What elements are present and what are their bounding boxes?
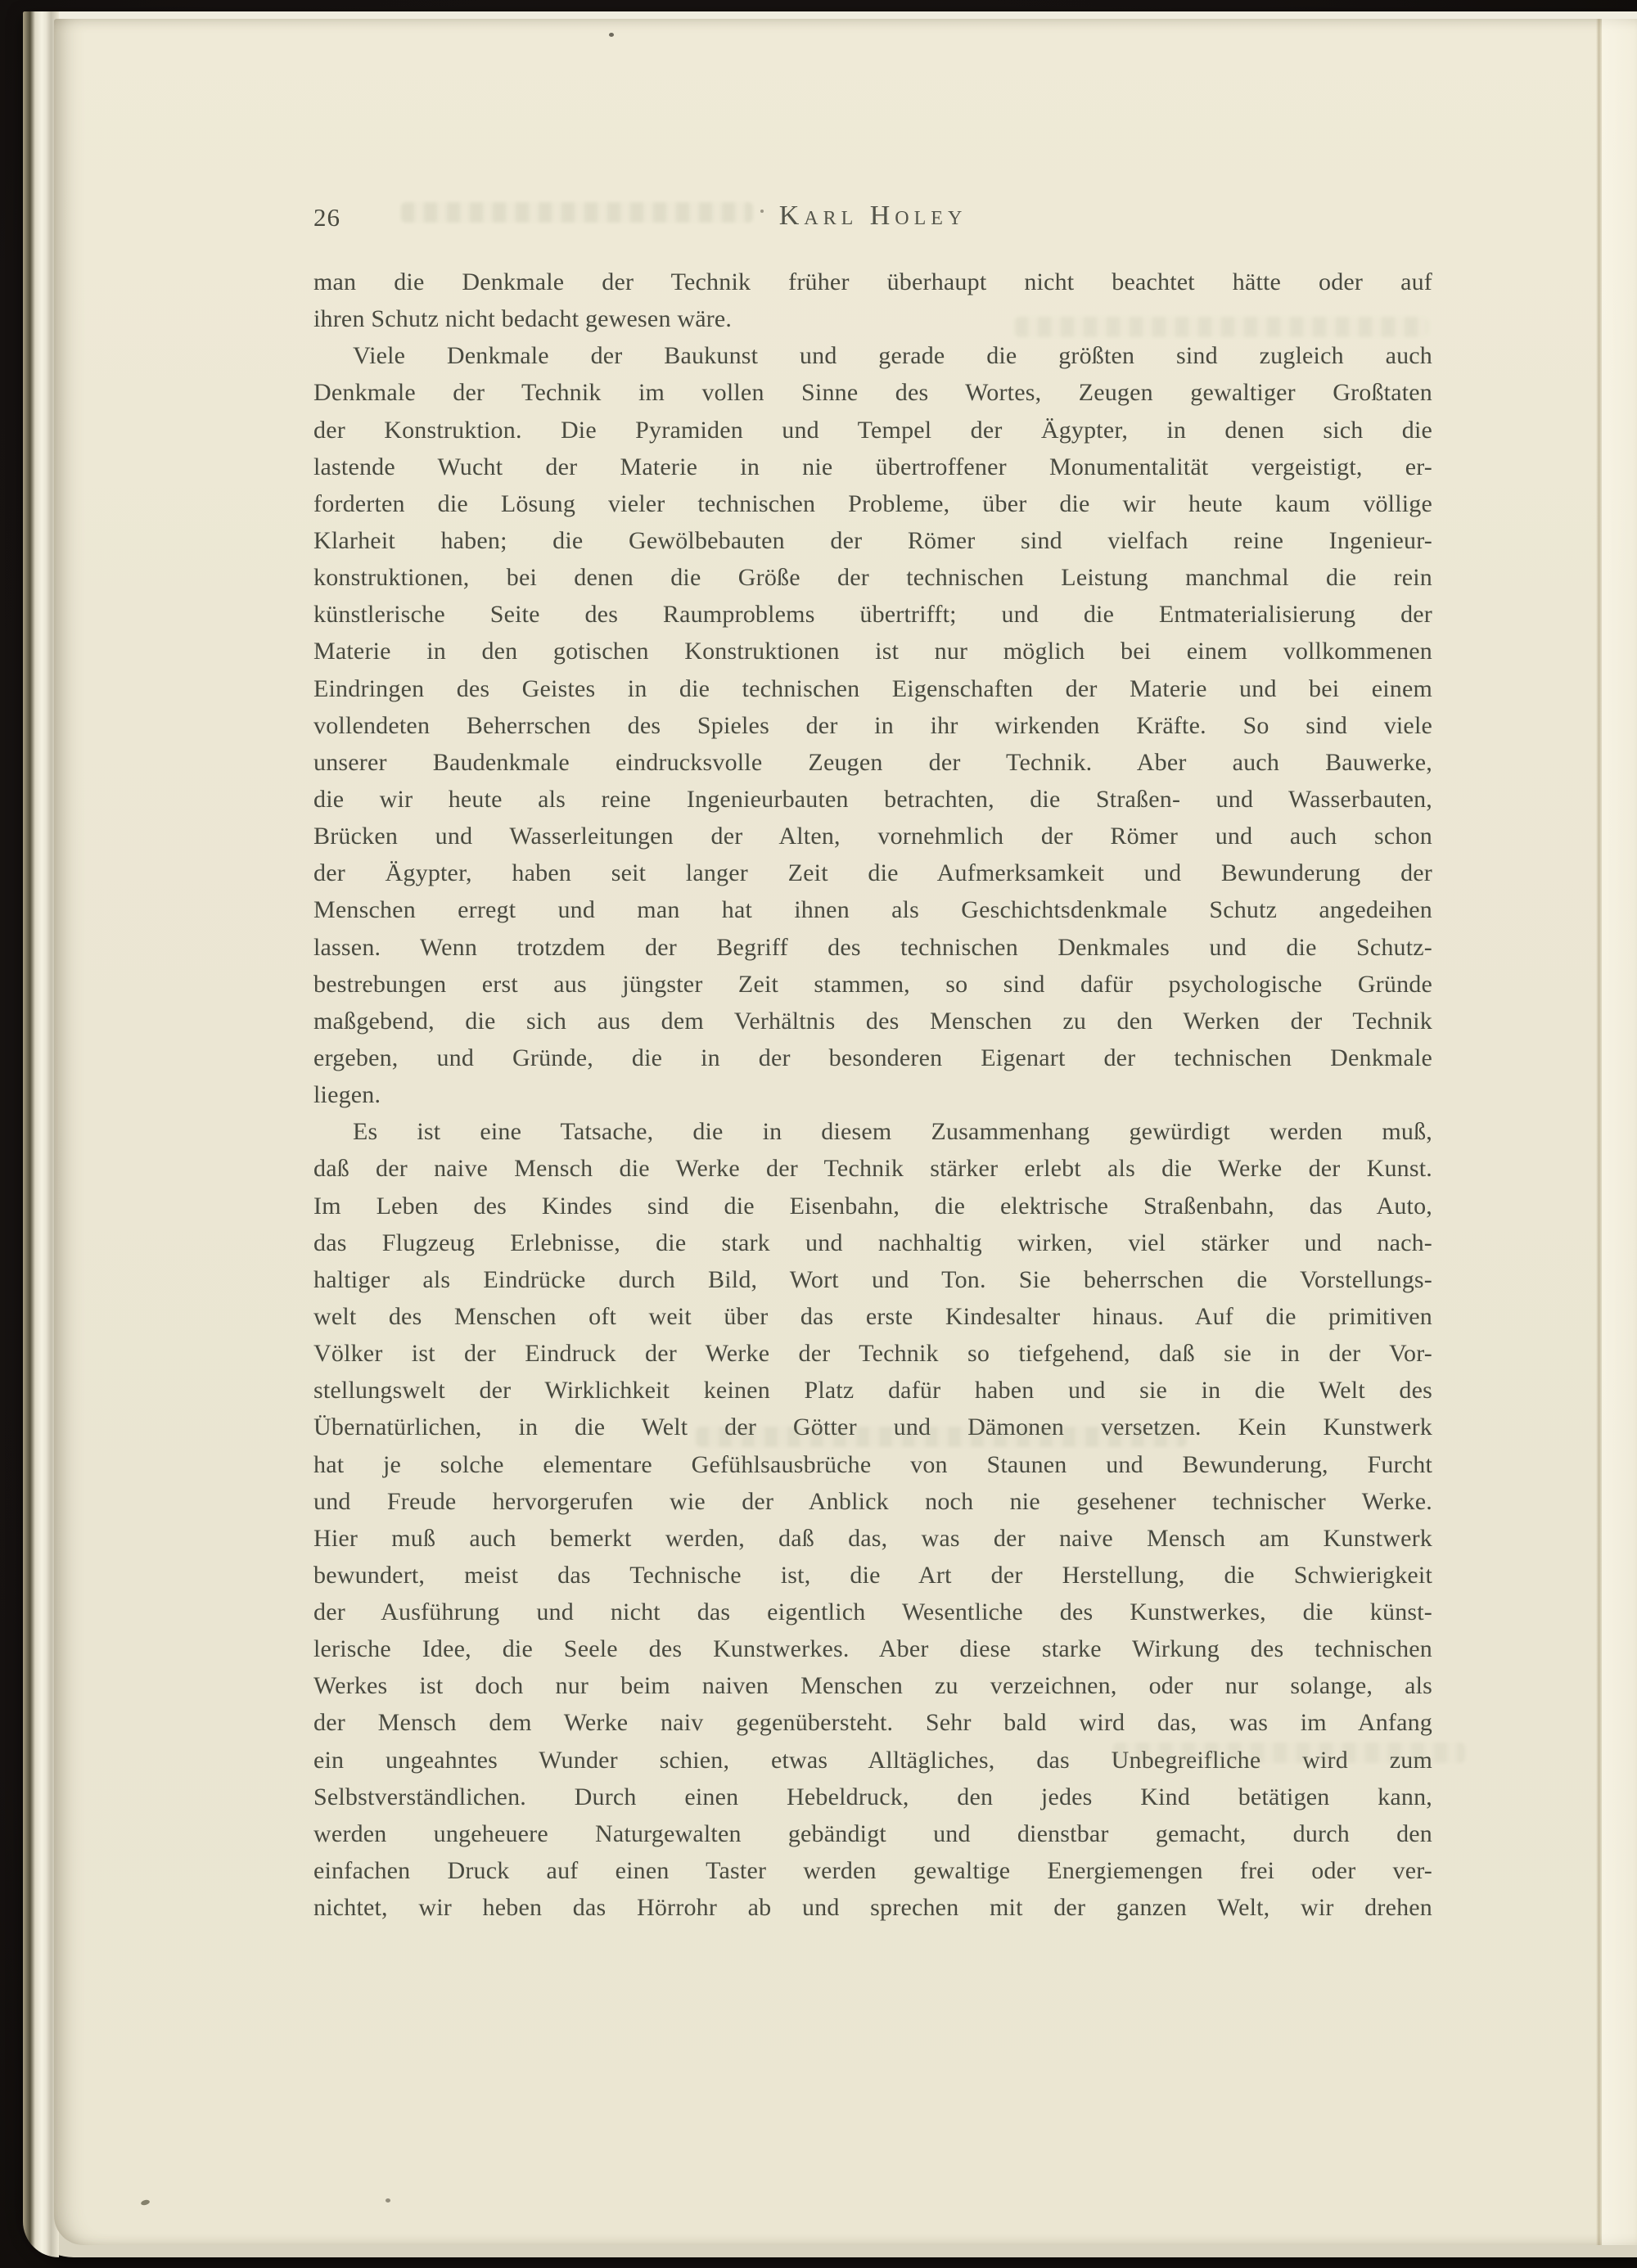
text-line: unserer Baudenkmale eindrucksvolle Zeugen der Technik. Aber auch Bauwerke, (313, 748, 1432, 776)
text-line: Hier muß auch bemerkt werden, daß das, was der naive Mensch am Kunstwerk (313, 1524, 1432, 1552)
text-line: der Konstruktion. Die Pyramiden und Tempel der Ägypter, in denen sich die (313, 416, 1432, 444)
text-line: konstruktionen, bei denen die Größe der technischen Leistung manchmal die rein (313, 564, 1432, 592)
text-line: forderten die Lösung vieler technischen Probleme, über die wir heute kaum völlige (313, 489, 1432, 517)
text-line: vollendeten Beherrschen des Spieles der in ihr wirkenden Kräfte. So sind viele (313, 711, 1432, 739)
text-line: bestrebungen erst aus jüngster Zeit stammen, so sind dafür psychologische Gründe (313, 970, 1432, 998)
text-line: das Flugzeug Erlebnisse, die stark und nachhaltig wirken, viel stärker und nach- (313, 1229, 1432, 1256)
text-line: die wir heute als reine Ingenieurbauten betrachten, die Straßen- und Wasserbauten, (313, 785, 1432, 813)
text-line: Klarheit haben; die Gewölbebauten der Römer sind vielfach reine Ingenieur- (313, 526, 1432, 554)
page-fold-crease (1596, 19, 1602, 2245)
paper-speck (760, 210, 764, 213)
book-page-stack (23, 11, 1637, 2257)
text-line: bewundert, meist das Technische ist, die Art der Herstellung, die Schwierigkeit (313, 1561, 1432, 1589)
text-line: Es ist eine Tatsache, die in diesem Zusammenhang gewürdigt werden muß, (353, 1118, 1432, 1146)
show-through-artifact (1015, 317, 1428, 337)
text-line: ihren Schutz nicht bedacht gewesen wäre. (313, 305, 733, 333)
text-line: Materie in den gotischen Konstruktionen ist nur möglich bei einem vollkommenen (313, 638, 1432, 665)
text-line: der Ägypter, haben seit langer Zeit die Aufmerksamkeit und Bewunderung der (313, 859, 1432, 887)
text-line: maßgebend, die sich aus dem Verhältnis des Menschen zu den Werken der Technik (313, 1007, 1432, 1035)
page-fold-lighter-strip (1602, 19, 1637, 2245)
text-line: liegen. (313, 1081, 381, 1109)
text-line: Eindringen des Geistes in die technischen Eigenschaften der Materie und bei einem (313, 674, 1432, 702)
show-through-artifact (401, 202, 753, 223)
text-line: lassen. Wenn trotzdem der Begriff des technischen Denkmales und die Schutz- (313, 933, 1432, 961)
text-line: hat je solche elementare Gefühlsausbrüche von Staunen und Bewunderung, Furcht (313, 1450, 1432, 1478)
text-line: Brücken und Wasserleitungen der Alten, vornehmlich der Römer und auch schon (313, 823, 1432, 850)
text-line: Menschen erregt und man hat ihnen als Geschichtsdenkmale Schutz angedeihen (313, 896, 1432, 924)
text-line: Übernatürlichen, in die Welt der Götter und Dämonen versetzen. Kein Kunstwerk (313, 1414, 1432, 1441)
text-line: und Freude hervorgerufen wie der Anblick noch nie gesehener technischer Werke. (313, 1487, 1432, 1515)
text-line: Völker ist der Eindruck der Werke der Technik so tiefgehend, daß sie in der Vor- (313, 1340, 1432, 1368)
running-head: Karl Holey (778, 201, 967, 231)
text-line: ein ungeahntes Wunder schien, etwas Alltägliches, das Unbegreifliche wird zum (313, 1746, 1432, 1774)
text-line: künstlerische Seite des Raumproblems übertrifft; und die Entmaterialisierung der (313, 601, 1432, 629)
text-line: welt des Menschen oft weit über das erste Kindesalter hinaus. Auf die primitiven (313, 1302, 1432, 1330)
text-line: Viele Denkmale der Baukunst und gerade die größten sind zugleich auch (353, 342, 1432, 370)
text-line: stellungswelt der Wirklichkeit keinen Platz dafür haben und sie in die Welt des (313, 1377, 1432, 1405)
text-line: nichtet, wir heben das Hörrohr ab und sprechen mit der ganzen Welt, wir drehen (313, 1894, 1432, 1922)
paper-speck (386, 2198, 390, 2203)
page-number: 26 (313, 203, 340, 232)
paper-speck (140, 2199, 150, 2207)
show-through-artifact (1113, 1743, 1465, 1763)
text-line: Selbstverständlichen. Durch einen Hebeldruck, den jedes Kind betätigen kann, (313, 1783, 1432, 1810)
text-line: der Mensch dem Werke naiv gegenübersteht. Sehr bald wird das, was im Anfang (313, 1709, 1432, 1737)
text-line: lastende Wucht der Materie in nie übertroffener Monumentalität vergeistigt, er- (313, 453, 1432, 480)
text-line: einfachen Druck auf einen Taster werden gewaltige Energiemengen frei oder ver- (313, 1857, 1432, 1885)
text-line: Im Leben des Kindes sind die Eisenbahn, die elektrische Straßenbahn, das Auto, (313, 1192, 1432, 1220)
text-line: ergeben, und Gründe, die in der besonderen Eigenart der technischen Denkmale (313, 1044, 1432, 1071)
text-line: Denkmale der Technik im vollen Sinne des Wortes, Zeugen gewaltiger Großtaten (313, 379, 1432, 407)
text-line: Werkes ist doch nur beim naiven Menschen zu verzeichnen, oder nur solange, als (313, 1672, 1432, 1700)
text-line: der Ausführung und nicht das eigentlich Wesentliche des Kunstwerkes, die künst- (313, 1598, 1432, 1626)
paper-speck (609, 33, 614, 37)
text-line: daß der naive Mensch die Werke der Technik stärker erlebt als die Werke der Kunst. (313, 1155, 1432, 1183)
text-line: haltiger als Eindrücke durch Bild, Wort und Ton. Sie beherrschen die Vorstellungs- (313, 1265, 1432, 1293)
book-page (54, 19, 1637, 2245)
show-through-artifact (696, 1427, 1187, 1447)
body-text (313, 264, 1432, 1926)
text-line: man die Denkmale der Technik früher überhaupt nicht beachtet hätte oder auf (313, 268, 1432, 295)
text-line: lerische Idee, die Seele des Kunstwerkes. Aber diese starke Wirkung des technischen (313, 1635, 1432, 1663)
text-line: werden ungeheuere Naturgewalten gebändigt und dienstbar gemacht, durch den (313, 1819, 1432, 1847)
